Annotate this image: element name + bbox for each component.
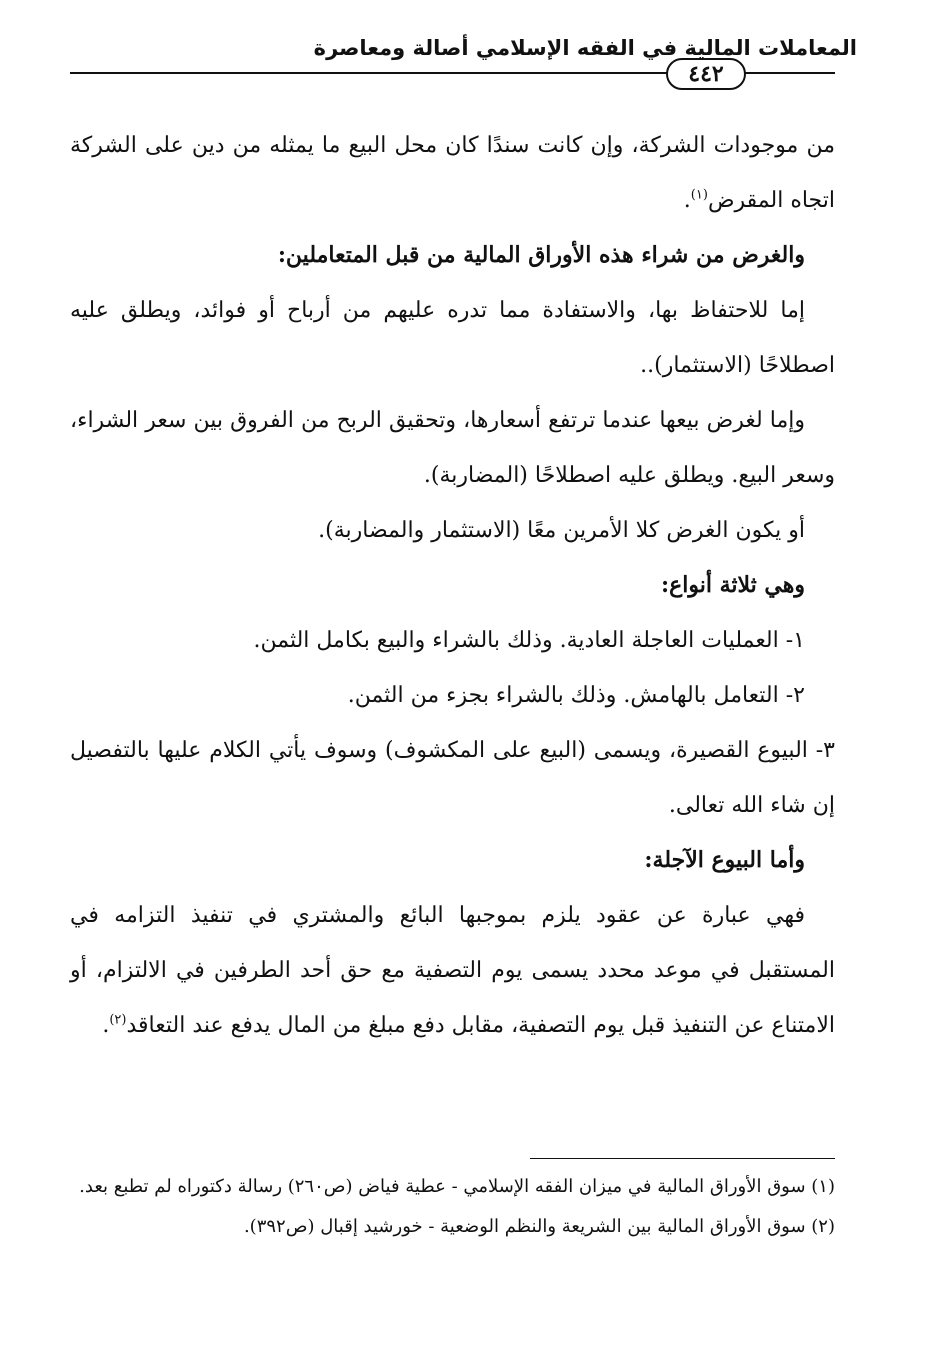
footnote-separator [530,1158,835,1159]
paragraph-5-end: . [102,1013,110,1038]
running-title: المعاملات المالية في الفقه الإسلامي أصالة ومعاصرة [313,36,857,60]
paragraph-1-end: . [683,188,691,213]
footnote-ref-2: (٢) [109,1012,127,1028]
paragraph-2: إما للاحتفاظ بها، والاستفادة مما تدره عليهم من أرباح أو فوائد، ويطلق عليه اصطلاحًا (الاستثمار).. [70,298,835,378]
footnote-1: (١) سوق الأوراق المالية في ميزان الفقه الإسلامي - عطية فياض (ص٢٦٠) رسالة دكتوراه لم تطبع بعد. [79,1176,835,1197]
list-item-2: ٢- التعامل بالهامش. وذلك بالشراء بجزء من الثمن. [347,683,805,708]
paragraph-4: أو يكون الغرض كلا الأمرين معًا (الاستثمار والمضاربة). [318,518,805,543]
paragraph-3: وإما لغرض بيعها عندما ترتفع أسعارها، وتحقيق الربح من الفروق بين سعر الشراء، وسعر البيع. ويطلق عليه اصطلاحًا (المضاربة). [70,408,835,488]
body-text [70,118,835,1053]
paragraph-5 [70,888,835,1053]
heading-futures: وأما البيوع الآجلة: [644,847,805,873]
paragraph-5-text: فهي عبارة عن عقود يلزم بموجبها البائع والمشتري في تنفيذ التزامه في المستقبل في موعد محدد يسمى يوم التصفية مع حق أحد الطرفين في الالتزام، أو الامتناع عن التنفيذ قبل يوم التصفية، مقابل دفع مبلغ من المال يدفع عند التعاقد [70,903,835,1038]
heading-types: وهي ثلاثة أنواع: [660,572,805,598]
paragraph-1 [70,118,835,228]
list-item-3: ٣- البيوع القصيرة، ويسمى (البيع على المكشوف) وسوف يأتي الكلام عليها بالتفصيل إن شاء الله تعالى. [70,738,835,818]
heading-purpose: والغرض من شراء هذه الأوراق المالية من قبل المتعاملين: [277,242,805,268]
footnotes [70,1170,835,1250]
list-item-1: ١- العمليات العاجلة العادية. وذلك بالشراء والبيع بكامل الثمن. [253,628,805,653]
header-rule-left [70,72,668,74]
paragraph-1-text: من موجودات الشركة، وإن كانت سندًا كان محل البيع ما يمثله من دين على الشركة اتجاه المقرض [70,133,835,213]
page-number: ٤٤٢ [666,58,746,90]
footnote-2: (٢) سوق الأوراق المالية بين الشريعة والنظم الوضعية - خورشيد إقبال (ص٣٩٢). [243,1216,835,1237]
header-rule-right [745,72,835,74]
footnote-ref-1: (١) [690,187,708,203]
